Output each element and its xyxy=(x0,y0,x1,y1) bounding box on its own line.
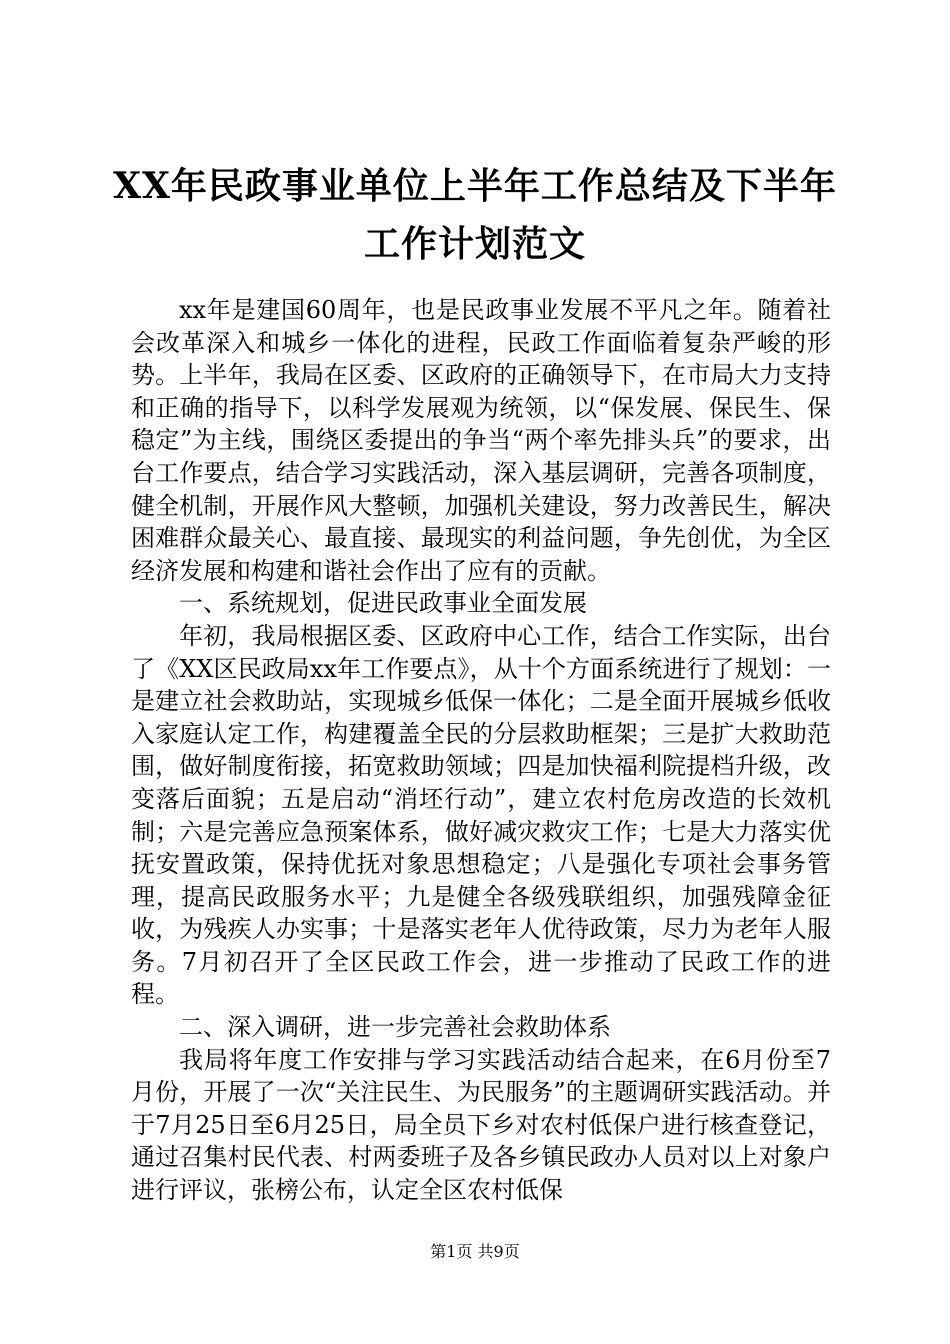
document-body xyxy=(131,294,831,1207)
document-title-line-2: 工作计划范文 xyxy=(363,223,586,265)
document-title-line-1: XX年民政事业单位上半年工作总结及下半年 xyxy=(113,165,837,207)
paragraph-section-1: 年初，我局根据区委、区政府中心工作，结合工作实际，出台了《XX区民政局xx年工作要点》，从十个方面系统进行了规划：一是建立社会救助站，实现城乡低保一体化；二是全面开展城乡低收入家庭认定工作，构建覆盖全民的分层救助框架；三是扩大救助范围，做好制度衔接，拓宽救助领域；四是加快福利院提档升级，改变落后面貌；五是启动“消坯行动”，建立农村危房改造的长效机制；六是完善应急预案体系，做好减灾救灾工作；七是大力落实优抚安置政策，保持优抚对象思想稳定；八是强化专项社会事务管理，提高民政服务水平；九是健全各级残联组织，加强残障金征收，为残疾人办实事；十是落实老年人优待政策，尽力为老年人服务。7月初召开了全区民政工作会，进一步推动了民政工作的进程。 xyxy=(131,621,831,1009)
paragraph-intro: xx年是建国60周年，也是民政事业发展不平凡之年。随着社会改革深入和城乡一体化的进程，民政工作面临着复杂严峻的形势。上半年，我局在区委、区政府的正确领导下，在市局大力支持和正确的指导下，以科学发展观为统领，以“保发展、保民生、保稳定”为主线，围绕区委提出的争当“两个率先排头兵”的要求，出台工作要点，结合学习实践活动，深入基层调研，完善各项制度，健全机制，开展作风大整顿，加强机关建设，努力改善民生，解决困难群众最关心、最直接、最现实的利益问题，争先创优，为全区经济发展和构建和谐社会作出了应有的贡献。 xyxy=(131,296,831,585)
section-heading-1: 一、系统规划，促进民政事业全面发展 xyxy=(179,589,587,618)
section-heading-2: 二、深入调研，进一步完善社会救助体系 xyxy=(179,1013,611,1042)
page-number-footer: 第1页 共9页 xyxy=(430,1242,520,1261)
paragraph-section-2: 我局将年度工作安排与学习实践活动结合起来，在6月份至7月份，开展了一次“关注民生、为民服务”的主题调研实践活动。并于7月25日至6月25日，局全员下乡对农村低保户进行核查登记，通过召集村民代表、村两委班子及各乡镇民政办人员对以上对象户进行评议，张榜公布，认定全区农村低保 xyxy=(131,1045,831,1205)
